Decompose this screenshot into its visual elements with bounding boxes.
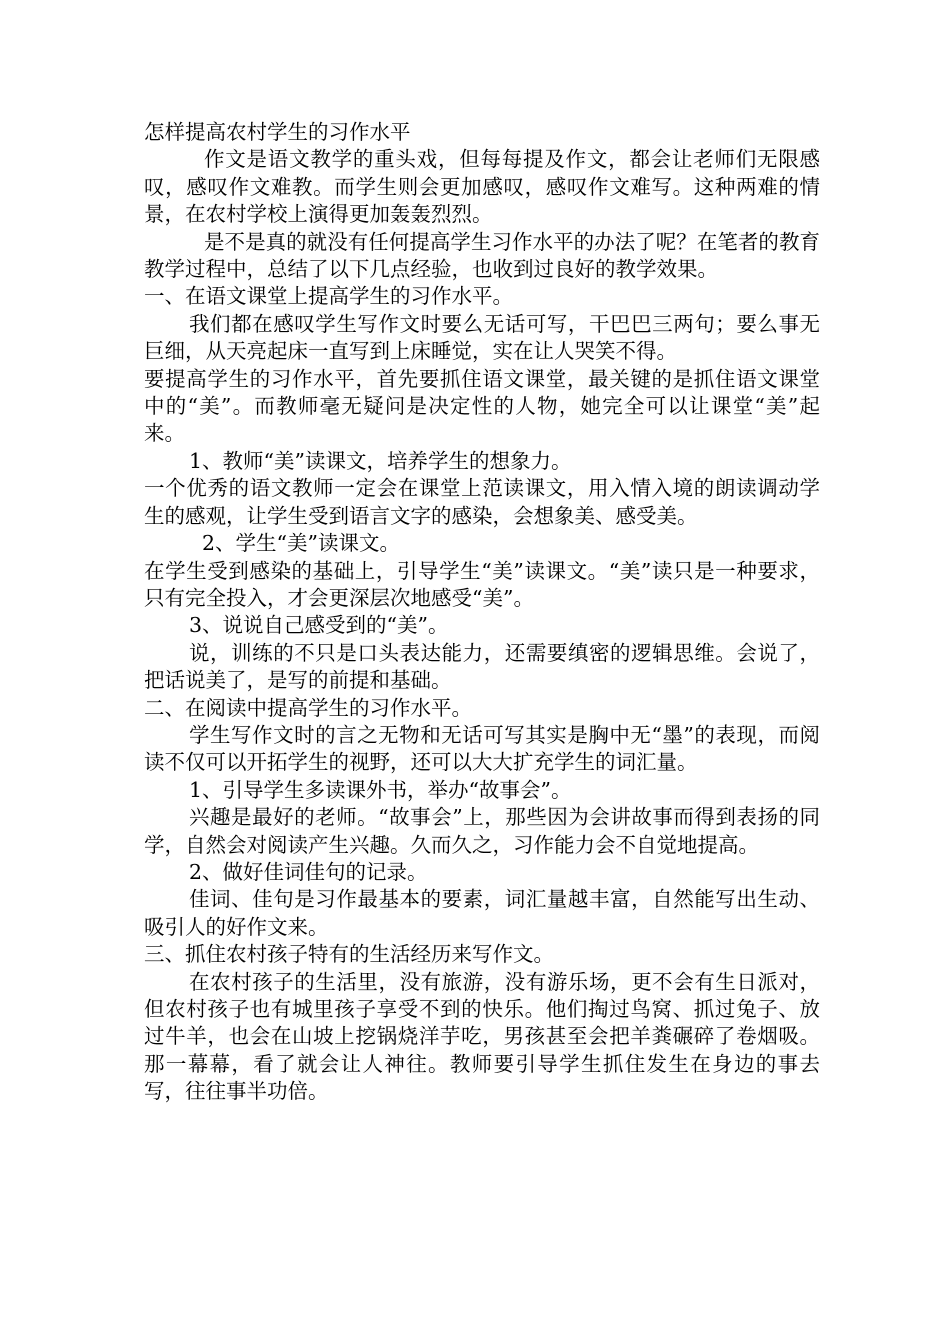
subsection-heading: 3、说说自己感受到的“美”。 (189, 613, 449, 638)
paragraph: 要提高学生的习作水平，首先要抓住语文课堂，最关键的是抓住语文课堂中的“美”。而教师毫无疑问是决定性的人物，她完全可以让课堂“美”起来。 (144, 366, 820, 446)
paragraph: 在学生受到感染的基础上，引导学生“美”读课文。“美”读只是一种要求，只有完全投入，才会更深层次地感受“美”。 (144, 558, 820, 610)
section-heading: 二、在阅读中提高学生的习作水平。 (144, 695, 472, 720)
section-heading: 三、抓住农村孩子特有的生活经历来写作文。 (144, 942, 554, 967)
paragraph: 在农村孩子的生活里，没有旅游，没有游乐场，更不会有生日派对，但农村孩子也有城里孩子享受不到的快乐。他们掏过鸟窝、抓过兔子、放过牛羊，也会在山坡上挖锅烧洋芋吃，男孩甚至会把羊粪碾碎了卷烟吸。那一幕幕，看了就会让人神往。教师要引导学生抓住发生在身边的事去写，往往事半功倍。 (144, 969, 820, 1104)
subsection-heading: 2、学生“美”读课文。 (202, 531, 401, 556)
paragraph: 佳词、佳句是习作最基本的要素，词汇量越丰富，自然能写出生动、吸引人的好作文来。 (144, 887, 820, 939)
paragraph: 作文是语文教学的重头戏，但每每提及作文，都会让老师们无限感叹，感叹作文难教。而学生则会更加感叹，感叹作文难写。这种两难的情景，在农村学校上演得更加轰轰烈烈。 (144, 147, 820, 227)
paragraph: 一个优秀的语文教师一定会在课堂上范读课文，用入情入境的朗读调动学生的感观，让学生受到语言文字的感染，会想象美、感受美。 (144, 476, 820, 528)
paragraph: 是不是真的就没有任何提高学生习作水平的办法了呢？在笔者的教育教学过程中，总结了以下几点经验，也收到过良好的教学效果。 (144, 229, 820, 282)
paragraph: 我们都在感叹学生写作文时要么无话可写，干巴巴三两句；要么事无巨细，从天亮起床一直写到上床睡觉，实在让人哭笑不得。 (144, 311, 820, 364)
paragraph: 兴趣是最好的老师。“故事会”上，那些因为会讲故事而得到表扬的同学，自然会对阅读产生兴趣。久而久之，习作能力会不自觉地提高。 (144, 805, 820, 857)
subsection-heading: 1、引导学生多读课外书，举办“故事会”。 (189, 777, 572, 802)
document-body (144, 119, 820, 1106)
subsection-heading: 1、教师“美”读课文，培养学生的想象力。 (189, 448, 572, 473)
subsection-heading: 2、做好佳词佳句的记录。 (189, 859, 428, 884)
document-title: 怎样提高农村学生的习作水平 (144, 120, 411, 144)
section-heading: 一、在语文课堂上提高学生的习作水平。 (144, 284, 513, 309)
paragraph: 学生写作文时的言之无物和无话可写其实是胸中无“墨”的表现，而阅读不仅可以开拓学生的视野，还可以大大扩充学生的词汇量。 (144, 722, 820, 775)
paragraph: 说，训练的不只是口头表达能力，还需要缜密的逻辑思维。会说了，把话说美了，是写的前提和基础。 (144, 640, 820, 693)
